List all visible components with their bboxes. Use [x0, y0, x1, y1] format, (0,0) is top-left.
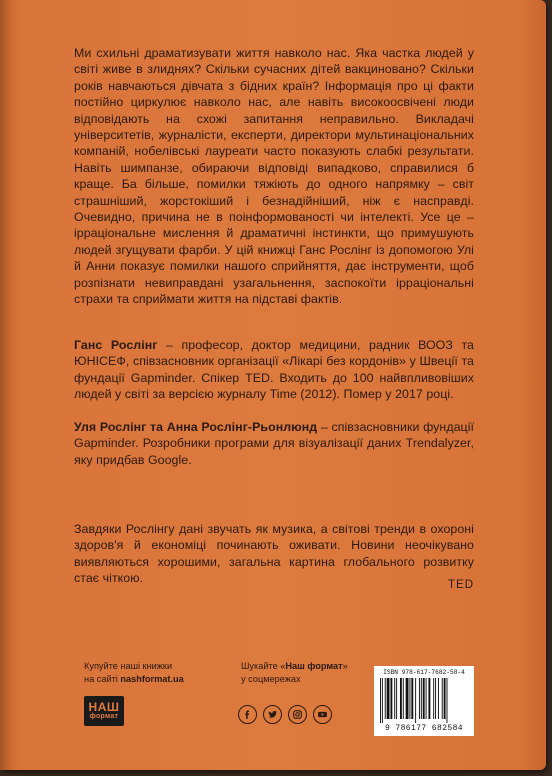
buy-line-1: Купуйте наші книжки — [84, 661, 173, 671]
buy-prefix: на сайті — [84, 674, 121, 684]
barcode-bar — [438, 678, 439, 719]
barcode-bar — [421, 678, 422, 719]
twitter-icon[interactable] — [263, 705, 282, 724]
author-bio-hans — [74, 337, 474, 403]
review-quote: Завдяки Рослінгу дані звучать як музика, а світові тренди в охороні здоров'я й економіці починають оживати. Новини неочікувано виявляються хорошими, загальна картина глобального розвитку стає чіткою. — [74, 522, 474, 586]
follow-suffix: » — [342, 661, 348, 671]
author-bio-ola-anna — [74, 419, 474, 468]
follow-line-2: у соцмережах — [241, 674, 301, 684]
buy-info — [84, 660, 184, 686]
barcode-bar — [409, 678, 410, 719]
barcode-bar — [385, 678, 386, 719]
barcode-bars — [380, 678, 468, 723]
author-bio-ola-anna-text: – співзасновники фундації Gapminder. Розробники програми для візуалізації даних Trendalyzer, яку придбав Google. — [74, 420, 474, 467]
barcode-bar — [435, 678, 436, 719]
barcode-bar — [382, 678, 383, 723]
barcode-bar — [400, 678, 402, 719]
logo-word-2: формат — [89, 713, 119, 720]
author-bio-hans-text: – професор, доктор медицини, радник ВООЗ та ЮНІСЕФ, співзасновник організації «Лікарі без кордонів» у Швеції та фундації Gapminder. Спікер TED. Входить до 100 найвпливовіших людей у світі за версією журналу Time (2012). Помер у 2017 році. — [74, 338, 474, 402]
barcode-bar — [415, 678, 416, 723]
logo-word-1: НАШ — [88, 700, 120, 714]
youtube-icon[interactable] — [313, 705, 332, 724]
instagram-icon[interactable] — [288, 705, 307, 724]
barcode-bar — [423, 678, 425, 719]
follow-brand: Наш формат — [285, 661, 343, 671]
buy-line-2 — [84, 673, 184, 686]
barcode-bar — [426, 678, 427, 719]
social-icons — [238, 705, 332, 724]
barcode-bar — [380, 678, 381, 723]
publisher-logo — [84, 696, 124, 726]
barcode-bar — [394, 678, 395, 719]
author-name-hans: Ганс Рослінг — [74, 338, 158, 352]
barcode-bar — [411, 678, 413, 719]
author-name-ola-anna: Уля Рослінг та Анна Рослінг-Рьонлюнд — [74, 420, 318, 434]
barcode-bar — [419, 678, 420, 719]
website-link[interactable]: nashformat.ua — [120, 674, 184, 684]
quote-source: TED — [448, 579, 474, 591]
barcode-bar — [403, 678, 404, 719]
barcode-bar — [396, 678, 397, 719]
blurb-paragraph: Ми схильні драматизувати життя навколо нас. Яка частка людей у світі живе в злиднях? Скільки сучасних дітей вакциновано? Скільки років навчаються дівчата з бідних країн? Інформація про ці факти постійно циркулює навколо нас, але навіть високоосвічені люди відповідають на схожі запитання неправильно. Викладачі університетів, журналісти, експерти, директори мультинаціональних компаній, нобелівські лауреати часто показують слабкі результати. Навіть шимпанзе, обираючи відповіді випадково, справилися б краще. Ба більше, помилки тяжіють до одного напрямку – світ страшніший, жорстокіший і безнадійніший, ніж є насправді. Очевидно, причина не в поінформованості чи інтелекті. Усе це – ірраціональне мислення й драматичні інстинкти, що примушують людей згущувати фарби. У цій книжці Ганс Рослінг із допомогою Улі й Анни показує помилки нашого сприйняття, дає інструменти, щоб розпізнати невиправдані узагальнення, заспокоїти ірраціональні страхи та сприймати життя на підставі фактів. — [74, 46, 474, 307]
barcode-bar — [387, 678, 390, 719]
follow-prefix: Шукайте « — [241, 661, 286, 671]
social-info — [241, 660, 348, 686]
barcode-bar — [406, 678, 409, 719]
spine-shadow — [0, 0, 12, 770]
facebook-icon[interactable] — [238, 705, 257, 724]
barcode-bar — [442, 678, 443, 719]
barcode-bar — [428, 678, 430, 719]
isbn-text: ISBN 978-617-7682-58-4 — [383, 669, 465, 676]
barcode-bar — [433, 678, 434, 719]
barcode-bar — [390, 678, 392, 719]
follow-line-1 — [241, 660, 348, 673]
barcode-bar — [444, 678, 446, 719]
barcode-digits: 9 786177 682584 — [384, 724, 463, 733]
barcode — [374, 666, 474, 736]
barcode-bar — [447, 678, 448, 723]
